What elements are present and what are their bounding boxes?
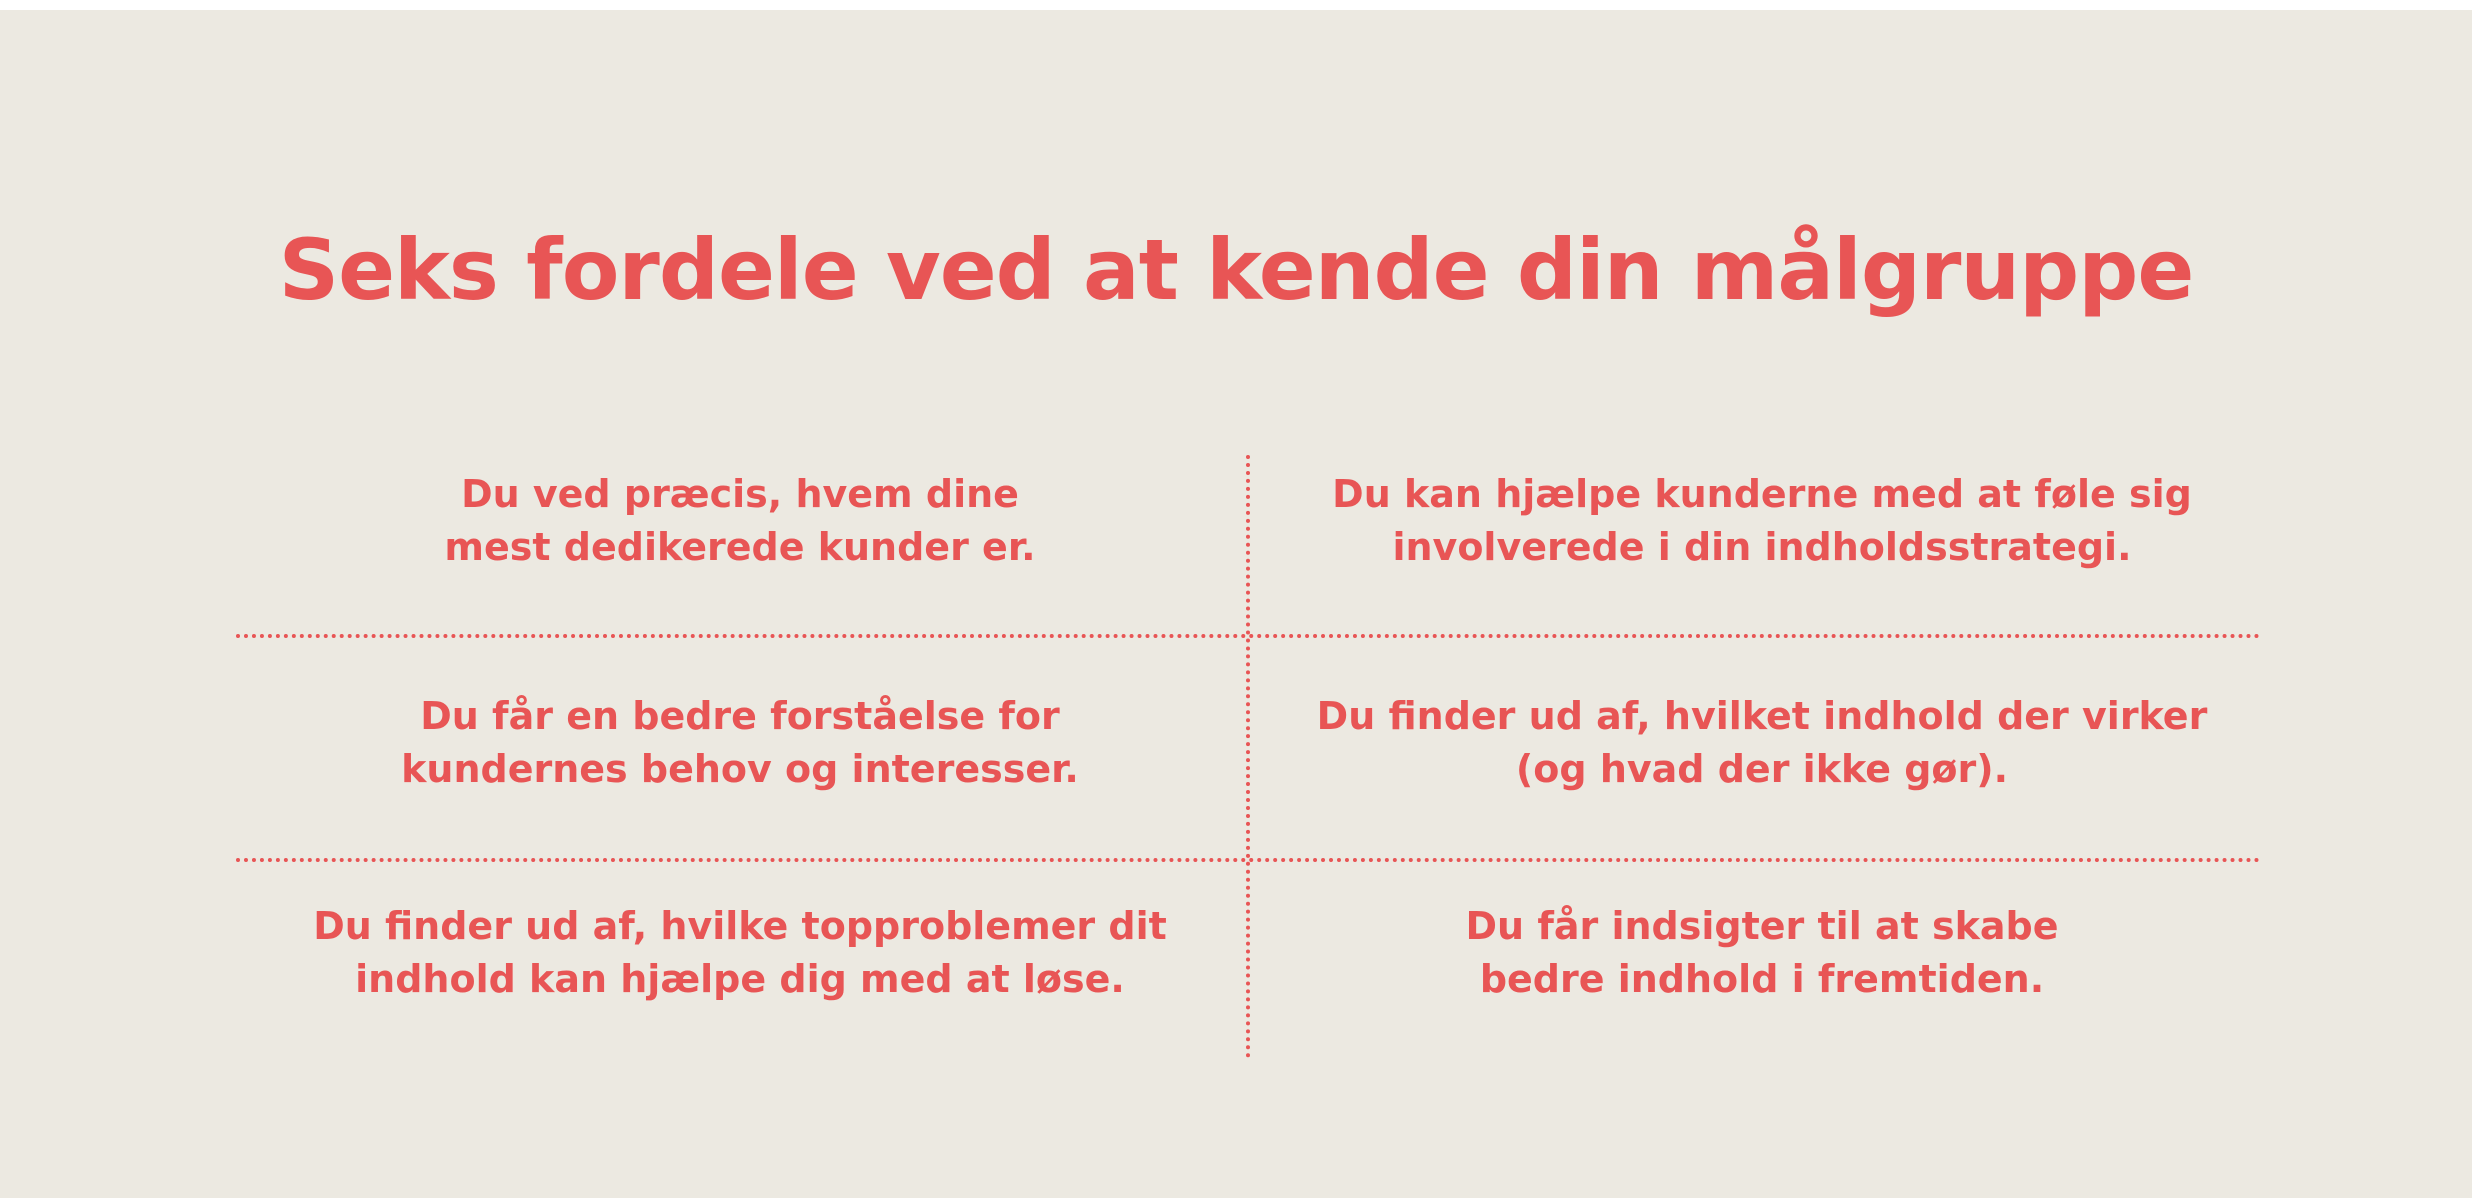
benefit-text: Du kan hjælpe kunderne med at føle sig [1332, 472, 2192, 516]
benefit-text: Du finder ud af, hvilket indhold der virker [1316, 694, 2208, 738]
benefit-text: Du får indsigter til at skabe [1465, 904, 2059, 948]
vertical-divider [1246, 455, 1250, 1058]
benefit-cell [1262, 900, 2262, 1006]
benefit-text: Du finder ud af, hvilke topproblemer dit [313, 904, 1167, 948]
benefit-text: (og hvad der ikke gør). [1515, 747, 2009, 791]
benefit-cell [240, 900, 1240, 1006]
benefit-text: kundernes behov og interesser. [401, 747, 1079, 791]
benefit-text: indhold kan hjælpe dig med at løse. [355, 957, 1125, 1001]
benefit-text: Du ved præcis, hvem dine [461, 472, 1019, 516]
horizontal-divider [236, 634, 2261, 638]
benefit-cell [240, 468, 1240, 574]
benefit-text: Du får en bedre forståelse for [420, 694, 1060, 738]
benefit-text: bedre indhold i fremtiden. [1479, 957, 2045, 1001]
horizontal-divider [236, 858, 2261, 862]
benefit-cell [1262, 690, 2262, 796]
benefit-text: mest dedikerede kunder er. [444, 525, 1036, 569]
benefit-cell [240, 690, 1240, 796]
page-title: Seks fordele ved at kende din målgruppe [278, 221, 2194, 319]
benefit-cell [1262, 468, 2262, 574]
infographic-canvas [0, 10, 2472, 1198]
benefit-text: involverede i din indholdsstrategi. [1392, 525, 2132, 569]
